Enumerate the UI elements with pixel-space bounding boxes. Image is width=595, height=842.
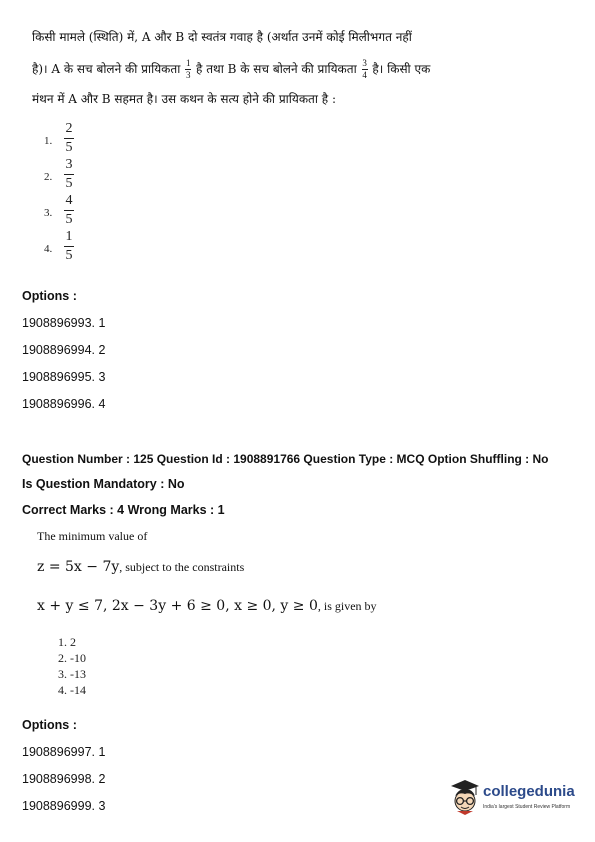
q124-option-id: 1908896995. 3 — [22, 370, 106, 384]
q125-header: Question Number : 125 Question Id : 1908891766 Question Type : MCQ Option Shuffling : No — [22, 452, 549, 466]
q124-option-id: 1908896994. 2 — [22, 343, 106, 357]
q124-option-id: 1908896996. 4 — [22, 397, 106, 411]
q125-choice-list — [58, 634, 86, 698]
q125-choice: 1. 2 — [58, 635, 76, 649]
objective-function: z = 5x − 7y — [37, 559, 120, 575]
q125-stem-line-3: x + y ≤ 7, 2x − 3y + 6 ≥ 0, x ≥ 0, y ≥ 0, is given by — [37, 598, 377, 614]
q124-choice: 2. 3 5 — [44, 158, 104, 194]
choice-fraction: 4 5 — [65, 193, 73, 227]
q124-options-label: Options : — [22, 289, 77, 303]
q125-choice: 3. -13 — [58, 667, 86, 681]
probability-a-fraction: $\frac{1}{3}$ — [185, 58, 191, 80]
q125-choice: 2. -10 — [58, 651, 86, 665]
logo-wordmark: collegedunia — [483, 783, 575, 800]
q125-stem-line-1: The minimum value of — [37, 529, 148, 543]
logo-tagline: India's largest Student Review Platform — [483, 804, 571, 810]
q124-choice: 4. 1 5 — [44, 230, 104, 266]
choice-fraction: 3 5 — [65, 157, 73, 191]
q125-options-label: Options : — [22, 718, 77, 732]
q125-option-id: 1908896997. 1 — [22, 745, 106, 759]
q124-option-id: 1908896993. 1 — [22, 316, 106, 330]
graduate-mascot-icon — [447, 778, 481, 816]
q125-stem-line-2: z = 5x − 7y, subject to the constraints — [37, 559, 245, 575]
q125-mandatory: Is Question Mandatory : No — [22, 477, 185, 491]
constraints: x + y ≤ 7, 2x − 3y + 6 ≥ 0, x ≥ 0, y ≥ 0 — [37, 598, 318, 614]
q125-marks: Correct Marks : 4 Wrong Marks : 1 — [22, 503, 225, 517]
q124-choice: 1. 2 5 — [44, 122, 104, 158]
q124-text-line-1: किसी मामले (स्थिति) में, A और B दो स्वतंत्र गवाह है (अर्थात उनमें कोई मिलीभगत नहीं — [32, 30, 412, 44]
choice-fraction: 1 5 — [65, 229, 73, 263]
q125-choice: 4. -14 — [58, 683, 86, 697]
choice-fraction: 2 5 — [65, 121, 73, 155]
q125-option-id: 1908896998. 2 — [22, 772, 106, 786]
q125-option-id: 1908896999. 3 — [22, 799, 106, 813]
q124-choice: 3. 4 5 — [44, 194, 104, 230]
probability-b-fraction: $\frac{3}{4}$ — [362, 58, 367, 80]
q124-text-line-3: मंथन में A और B सहमत है। उस कथन के सत्य होने की प्रायिकता है : — [32, 92, 337, 106]
collegedunia-logo — [447, 778, 587, 818]
q124-text-line-2: है)। A के सच बोलने की प्रायिकता $\frac{1}{3}$ है तथा B के सच बोलने की प्रायिकता $\frac{3}{4}$ है। किसी एक — [32, 58, 431, 80]
